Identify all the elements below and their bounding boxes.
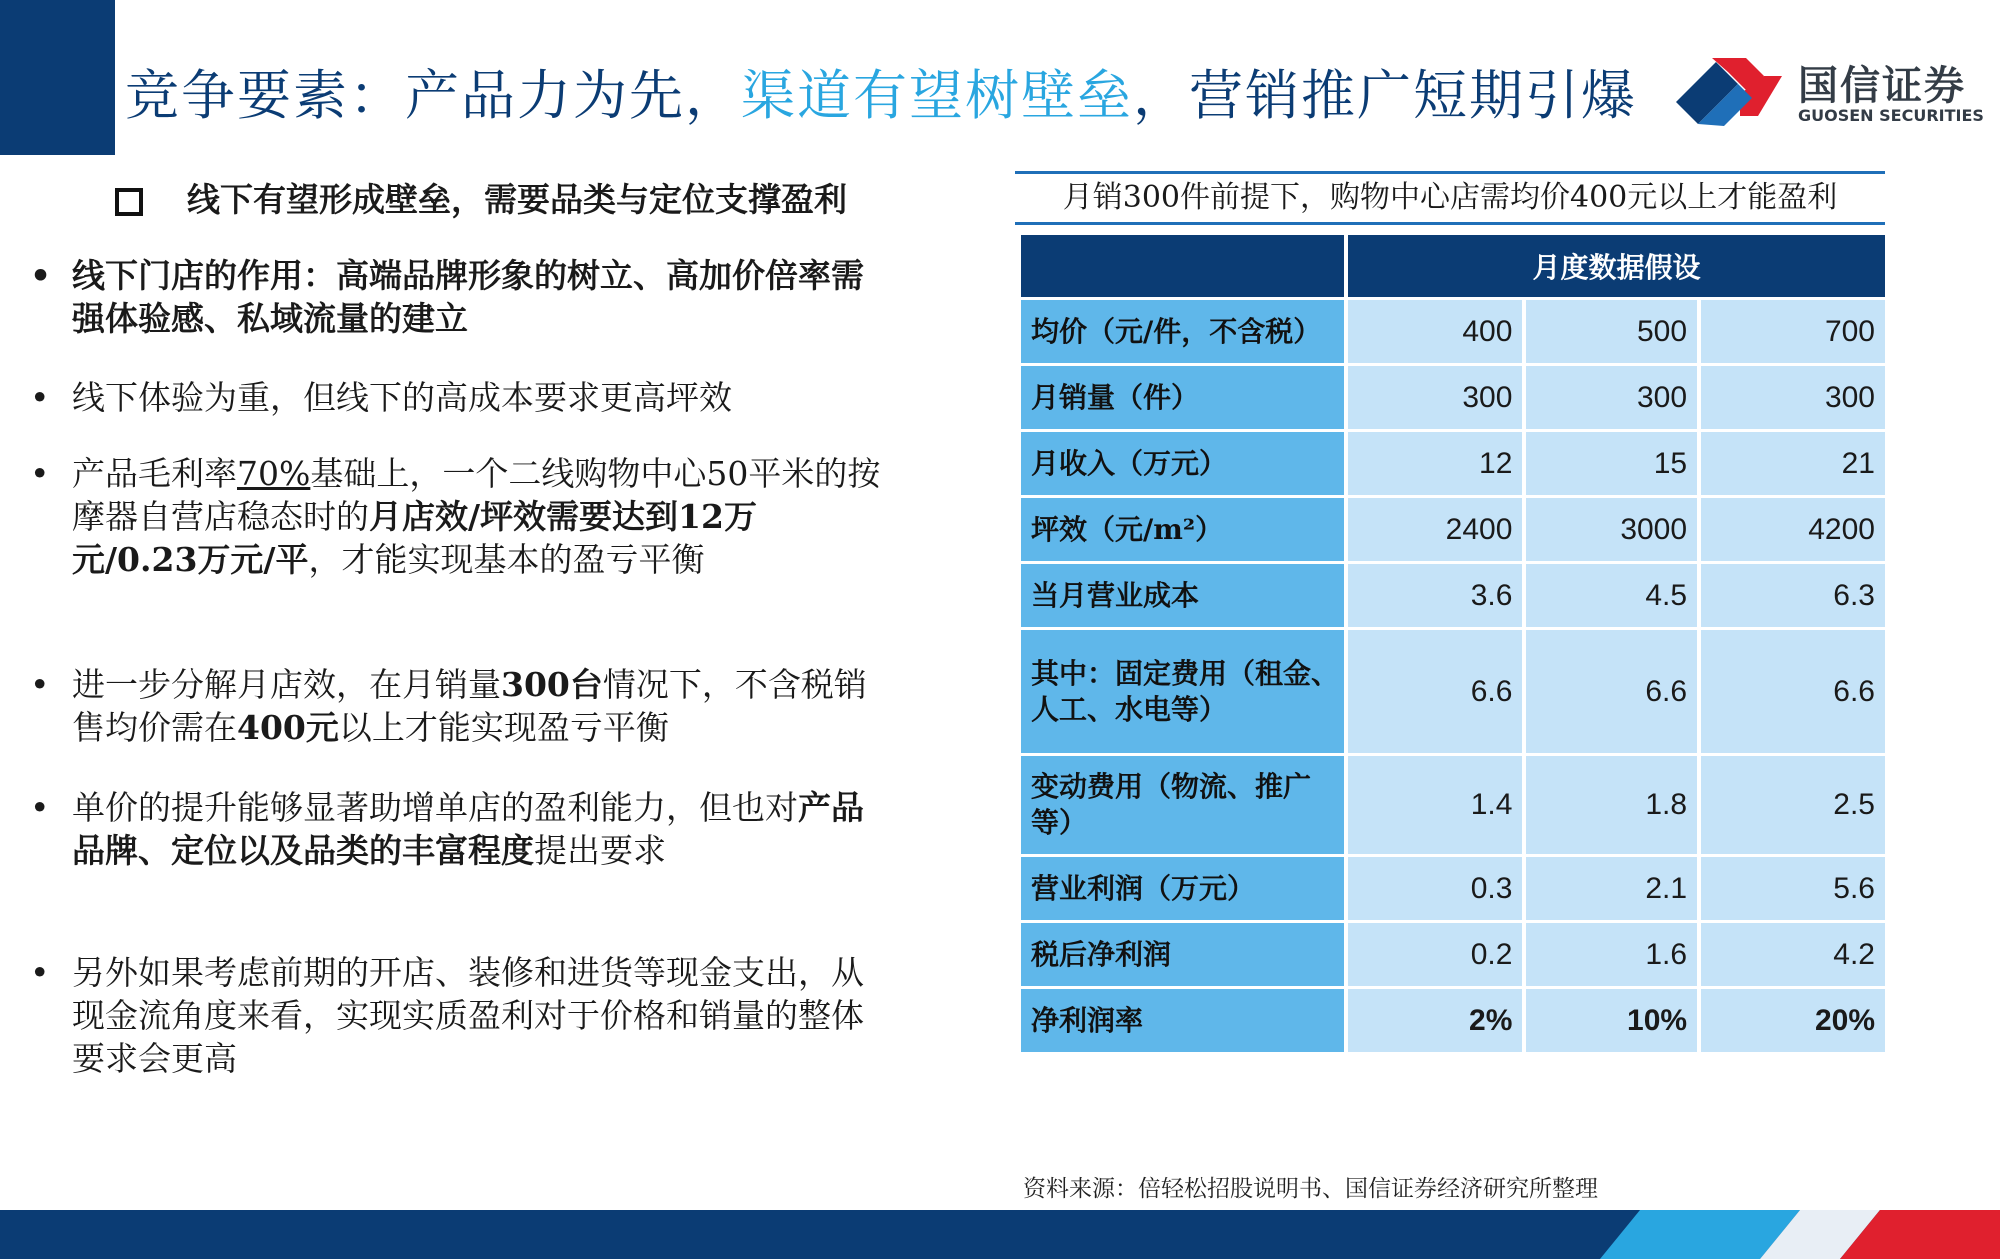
table-cell: 1.8	[1526, 756, 1697, 854]
table-cell: 6.6	[1526, 630, 1697, 753]
table-cell: 6.6	[1348, 630, 1522, 753]
table-cell: 700	[1701, 300, 1885, 363]
bullet-gross-margin: • 产品毛利率70%基础上，一个二线购物中心50平米的按摩器自营店稳态时的月店效/坪效需要达到12万元/0.23万元/平，才能实现基本的盈亏平衡	[30, 452, 882, 581]
table-row	[1021, 630, 1885, 753]
checkbox-icon	[115, 188, 143, 216]
table-cell: 0.3	[1348, 857, 1522, 920]
row-label: 变动费用（物流、推广等）	[1021, 756, 1344, 854]
table-cell: 2%	[1348, 989, 1522, 1052]
logo-text-cn: 国信证券	[1798, 63, 1966, 109]
table-cell: 500	[1526, 300, 1697, 363]
table-cell: 3000	[1526, 498, 1697, 561]
table-row	[1021, 366, 1885, 429]
logo-mark-icon	[1668, 50, 1798, 135]
table-header-blank	[1021, 235, 1344, 297]
table-cell: 20%	[1701, 989, 1885, 1052]
table-cell: 2400	[1348, 498, 1522, 561]
table-cell: 300	[1526, 366, 1697, 429]
table-row	[1021, 857, 1885, 920]
table-row	[1021, 564, 1885, 627]
table-caption: 月销300件前提下，购物中心店需均价400元以上才能盈利	[1015, 171, 1885, 225]
row-label: 坪效（元/m²）	[1021, 498, 1344, 561]
row-label: 税后净利润	[1021, 923, 1344, 986]
table-cell: 0.2	[1348, 923, 1522, 986]
table-cell: 300	[1348, 366, 1522, 429]
table-cell: 400	[1348, 300, 1522, 363]
bullet-price-lift: • 单价的提升能够显著助增单店的盈利能力，但也对产品品牌、定位以及品类的丰富程度提出要求	[30, 786, 882, 872]
table-header: 月度数据假设	[1348, 235, 1885, 297]
bullet-offline-experience: • 线下体验为重，但线下的高成本要求更高坪效	[30, 376, 882, 419]
table-cell: 4.2	[1701, 923, 1885, 986]
table-cell: 10%	[1526, 989, 1697, 1052]
row-label: 营业利润（万元）	[1021, 857, 1344, 920]
table-cell: 6.6	[1701, 630, 1885, 753]
table-cell: 5.6	[1701, 857, 1885, 920]
table-row	[1021, 498, 1885, 561]
row-label: 其中：固定费用（租金、人工、水电等）	[1021, 630, 1344, 753]
table-row	[1021, 989, 1885, 1052]
table-row	[1021, 300, 1885, 363]
row-label: 净利润率	[1021, 989, 1344, 1052]
guosen-logo	[1668, 50, 1984, 135]
bullet-store-role: • 线下门店的作用：高端品牌形象的树立、高加价倍率需强体验感、私域流量的建立	[30, 254, 882, 340]
bullet-monthly-sales: • 进一步分解月店效，在月销量300台情况下，不含税销售均价需在400元以上才能实现盈亏平衡	[30, 663, 882, 749]
table-row	[1021, 756, 1885, 854]
header-accent-block	[0, 0, 115, 155]
table-cell: 21	[1701, 432, 1885, 495]
row-label: 当月营业成本	[1021, 564, 1344, 627]
page-title: 竞争要素：产品力为先，渠道有望树壁垒，营销推广短期引爆	[125, 64, 1637, 127]
table-cell: 2.5	[1701, 756, 1885, 854]
row-label: 月收入（万元）	[1021, 432, 1344, 495]
section-heading: 线下有望形成壁垒，需要品类与定位支撑盈利	[115, 172, 965, 228]
source-note: 资料来源：倍轻松招股说明书、国信证券经济研究所整理	[1023, 1176, 1598, 1202]
monthly-assumption-table	[1017, 232, 1889, 1055]
footer-stripe-icon	[0, 1210, 2000, 1259]
logo-text-en: GUOSEN SECURITIES	[1798, 106, 1984, 125]
table-cell: 2.1	[1526, 857, 1697, 920]
table-row	[1021, 923, 1885, 986]
table-cell: 4200	[1701, 498, 1885, 561]
row-label: 均价（元/件，不含税）	[1021, 300, 1344, 363]
footer-bar	[0, 1210, 2000, 1259]
table-cell: 6.3	[1701, 564, 1885, 627]
table-cell: 12	[1348, 432, 1522, 495]
table-cell: 300	[1701, 366, 1885, 429]
table-cell: 1.6	[1526, 923, 1697, 986]
table-cell: 1.4	[1348, 756, 1522, 854]
table-cell: 4.5	[1526, 564, 1697, 627]
row-label: 月销量（件）	[1021, 366, 1344, 429]
bullet-cash-flow: • 另外如果考虑前期的开店、装修和进货等现金支出，从现金流角度来看，实现实质盈利对于价格和销量的整体要求会更高	[30, 951, 882, 1080]
left-content	[115, 172, 965, 228]
table-cell: 15	[1526, 432, 1697, 495]
table-row	[1021, 432, 1885, 495]
table-cell: 3.6	[1348, 564, 1522, 627]
